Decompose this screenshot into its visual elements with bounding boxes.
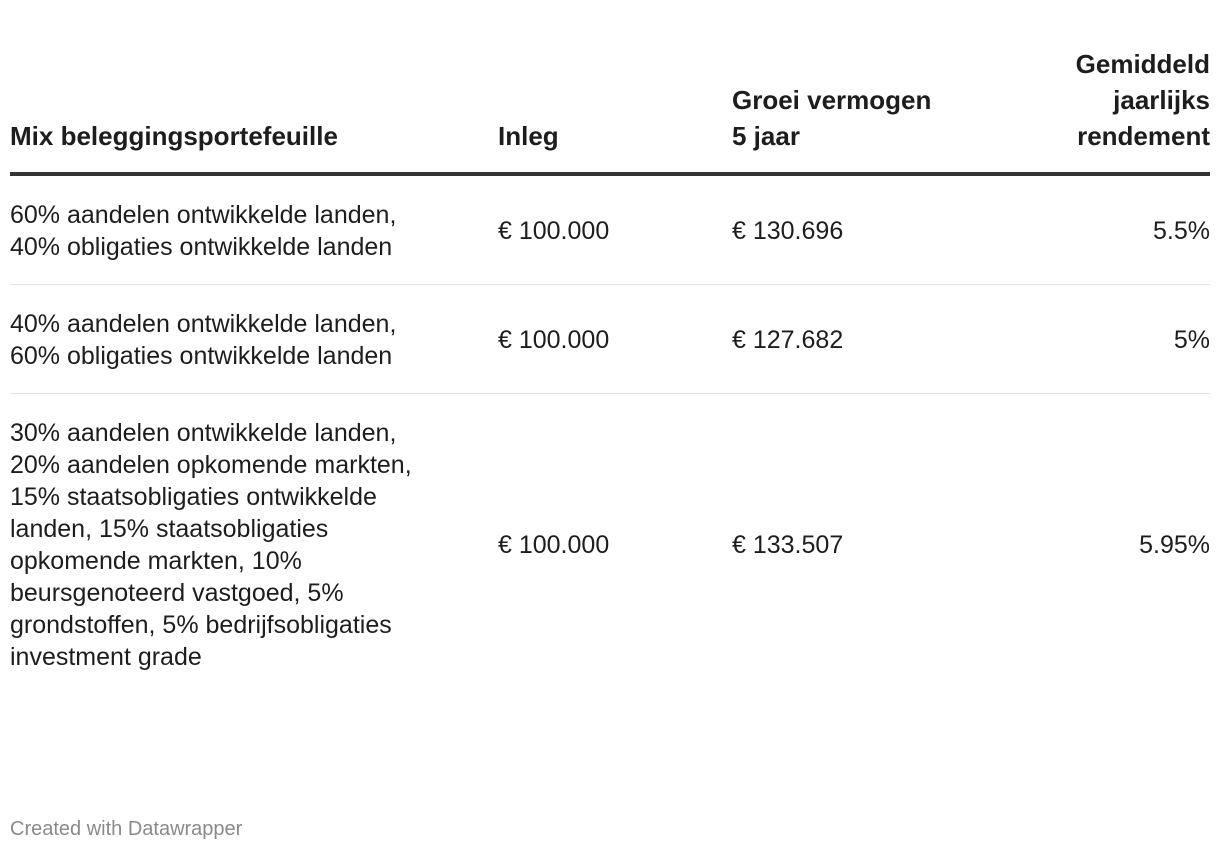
table-row — [10, 285, 1210, 394]
cell-rendement: 5.95% — [1139, 531, 1210, 559]
cell-rendement: 5% — [966, 285, 1210, 394]
cell-groei: € 130.696 — [732, 174, 966, 285]
cell-mix — [10, 174, 498, 285]
cell-inleg: € 100.000 — [498, 285, 732, 394]
table-row — [10, 174, 1210, 285]
cell-inleg: € 100.000 — [498, 174, 732, 285]
cell-mix — [10, 394, 498, 695]
cell-mix-text: 30% aandelen ontwikkelde landen, 20% aandelen opkomende markten, 15% staatsobligaties ontwikkelde landen, 15% staatsobligaties opkomende markten, 10% beursgenoteerd vastgoed, 5% grondstoffen, 5% bedrijfsobligaties investment grade — [10, 419, 412, 671]
cell-groei: € 127.682 — [732, 285, 966, 394]
data-table-container — [10, 46, 1210, 694]
column-header-inleg[interactable] — [498, 46, 732, 174]
column-header-rendement[interactable] — [966, 46, 1210, 174]
table-body — [10, 174, 1210, 694]
column-header-rendement-label: Gemiddeld jaarlijks rendement — [1075, 49, 1210, 151]
column-header-mix[interactable] — [10, 46, 498, 174]
cell-inleg: € 100.000 — [498, 531, 610, 559]
column-header-groei-label: Groei vermogen 5 jaar — [732, 85, 932, 151]
cell-groei: € 133.507 — [732, 531, 844, 559]
datawrapper-credit: Created with Datawrapper — [10, 818, 243, 840]
cell-rendement: 5.5% — [966, 174, 1210, 285]
table-header — [10, 46, 1210, 174]
header-row — [10, 46, 1210, 174]
cell-mix-text: 40% aandelen ontwikkelde landen, 60% obligaties ontwikkelde landen — [10, 310, 397, 370]
column-header-inleg-label: Inleg — [498, 121, 559, 151]
column-header-mix-label: Mix beleggingsportefeuille — [10, 121, 338, 151]
cell-mix — [10, 285, 498, 394]
portfolio-table — [10, 46, 1210, 694]
cell-mix-text: 60% aandelen ontwikkelde landen, 40% obligaties ontwikkelde landen — [10, 201, 397, 261]
table-row — [10, 394, 1210, 695]
column-header-groei[interactable] — [732, 46, 966, 174]
